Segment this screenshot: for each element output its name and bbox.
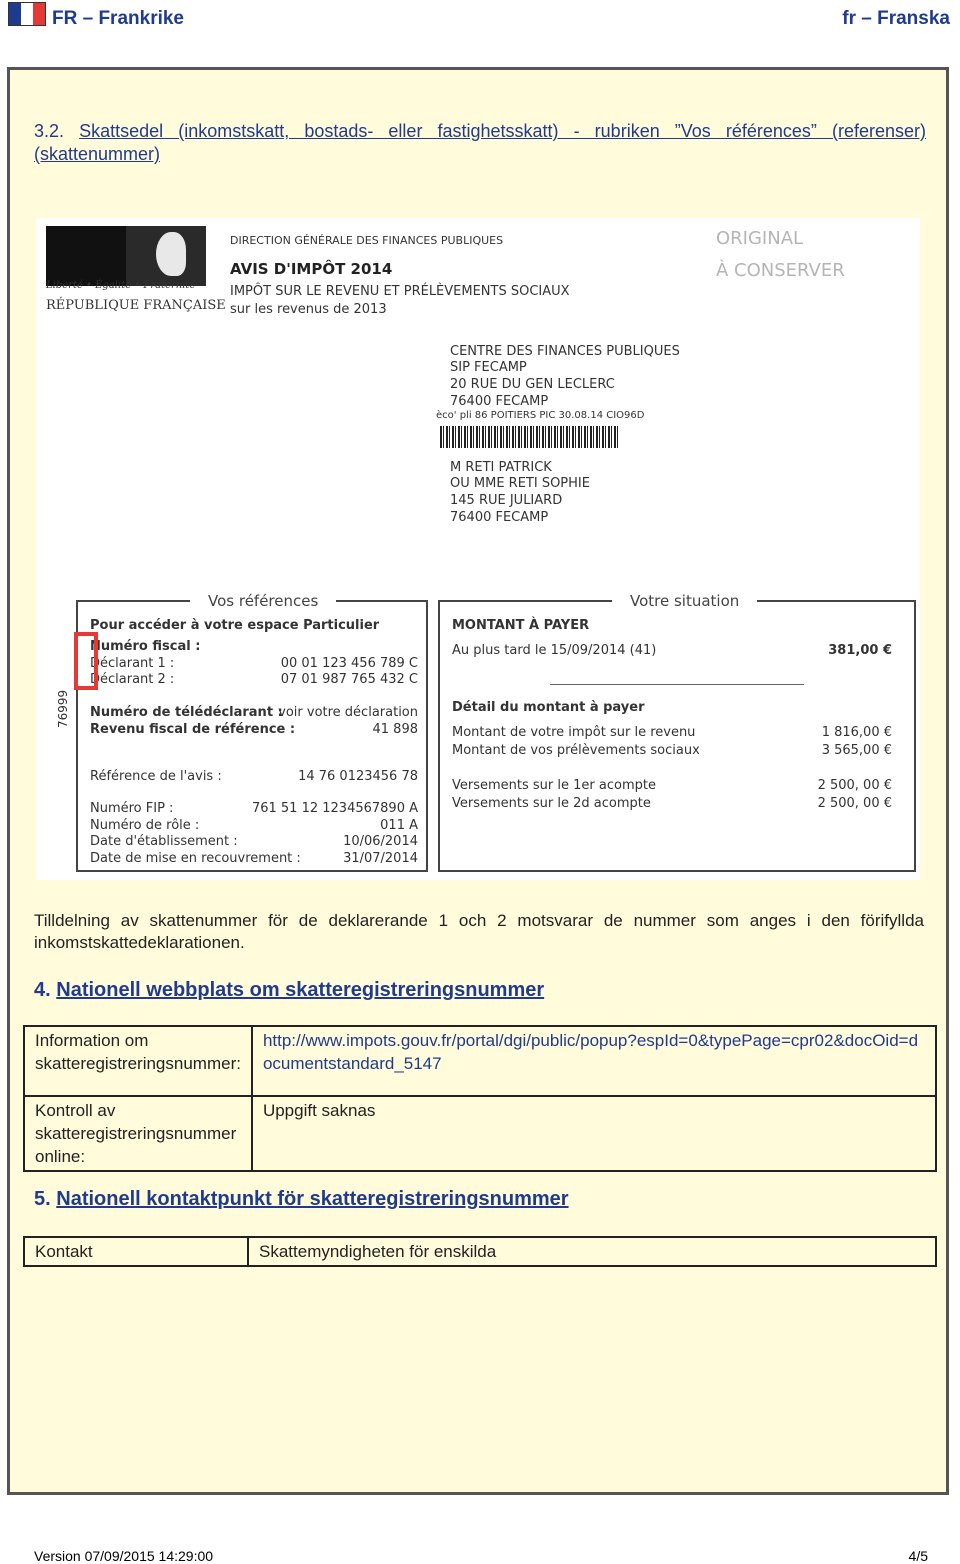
footer-page: 4/5 [908, 1548, 928, 1564]
situation-acompte2-value: 2 500, 00 € [817, 796, 892, 811]
website-value-cell [252, 1026, 936, 1096]
marianne-logo [46, 226, 206, 286]
side-code: 76999 [56, 689, 70, 728]
online-check-label: Kontroll av skatteregistreringsnummer online: [24, 1096, 252, 1171]
assignment-paragraph: Tilldelning av skattenummer för de deklarerande 1 och 2 motsvarar de nummer som anges i den förifyllda inkomstskattedeklarationen. [34, 911, 924, 952]
recipient-line-4: 76400 FECAMP [450, 510, 549, 525]
page-header [0, 0, 960, 40]
section-number: 4. [34, 979, 51, 1001]
situation-acompte1-value: 2 500, 00 € [817, 778, 892, 793]
refs-etab-label: Date d'établissement : [90, 834, 238, 849]
logo-motto: Liberté • Égalité • Fraternité [46, 280, 196, 291]
situation-prelev-label: Montant de vos prélèvements sociaux [452, 743, 700, 758]
website-label: Information om skatteregistreringsnummer: [24, 1026, 252, 1096]
online-check-value: Uppgift saknas [252, 1096, 936, 1171]
refs-recouv-label: Date de mise en recouvrement : [90, 851, 301, 866]
refs-fip-label: Numéro FIP : [90, 801, 174, 816]
stamp-conserver: À CONSERVER [716, 260, 845, 281]
recipient-line-1: M RETI PATRICK [450, 460, 552, 475]
references-title: Vos références [190, 592, 336, 610]
situation-detail: Détail du montant à payer [452, 700, 645, 715]
section-number: 5. [34, 1188, 51, 1210]
center-line-4: 76400 FECAMP [450, 394, 549, 409]
refs-rfr-label: Revenu fiscal de référence : [90, 722, 296, 737]
table-row [24, 1237, 936, 1266]
refs-avis-value: 14 76 0123456 78 [298, 769, 418, 784]
situation-prelev-value: 3 565,00 € [821, 743, 892, 758]
barcode [440, 426, 620, 448]
refs-avis-label: Référence de l'avis : [90, 769, 222, 784]
section-4-title [34, 979, 544, 1002]
situation-plus-tard: Au plus tard le 15/09/2014 (41) [452, 643, 657, 658]
refs-etab-value: 10/06/2014 [343, 834, 418, 849]
contact-table [23, 1236, 937, 1267]
refs-decl2-label: Déclarant 2 : [90, 672, 175, 687]
recipient-line-2: OU MME RETI SOPHIE [450, 476, 590, 491]
section-3-2-link[interactable]: Skattsedel (inkomstskatt, bostads- eller fastighetsskatt) - rubriken ”Vos références” (referenser) (skattenummer) [34, 121, 926, 164]
refs-decl1-label: Déclarant 1 : [90, 656, 175, 671]
situation-impot-value: 1 816,00 € [821, 725, 892, 740]
section-3-2-title [34, 120, 926, 166]
situation-impot-label: Montant de votre impôt sur le revenu [452, 725, 696, 740]
refs-fip-value: 761 51 12 1234567890 A [251, 801, 418, 816]
refs-teledecl-label: Numéro de télédéclarant : [90, 705, 283, 720]
refs-fiscal-label: Numéro fiscal : [90, 639, 201, 654]
website-table [23, 1025, 937, 1172]
notice-year: sur les revenus de 2013 [230, 302, 387, 317]
refs-recouv-value: 31/07/2014 [343, 851, 418, 866]
notice-subtitle: IMPÔT SUR LE REVENU ET PRÉLÈVEMENTS SOCIAUX [230, 284, 570, 299]
tax-notice-image [36, 218, 920, 880]
table-row [24, 1026, 936, 1096]
french-flag-icon [8, 2, 46, 26]
situation-divider [550, 684, 804, 685]
refs-decl1-value: 00 01 123 456 789 C [280, 656, 418, 671]
center-line-2: SIP FECAMP [450, 360, 527, 375]
contact-value: Skattemyndigheten för enskilda [248, 1237, 936, 1266]
refs-role-value: 011 A [380, 818, 418, 833]
header-country: FR – Frankrike [52, 8, 184, 29]
situation-title: Votre situation [612, 592, 757, 610]
notice-direction: DIRECTION GÉNÉRALE DES FINANCES PUBLIQUES [230, 234, 504, 247]
table-row [24, 1096, 936, 1171]
logo-republic: RÉPUBLIQUE FRANÇAISE [46, 298, 226, 313]
section-4-link[interactable]: Nationell webbplats om skatteregistreringsnummer [56, 979, 545, 1001]
situation-total: 381,00 € [828, 643, 892, 658]
refs-decl2-value: 07 01 987 765 432 C [280, 672, 418, 687]
section-5-title [34, 1188, 569, 1211]
stamp-original: ORIGINAL [716, 228, 804, 249]
refs-role-label: Numéro de rôle : [90, 818, 200, 833]
footer-version: Version 07/09/2015 14:29:00 [34, 1548, 214, 1564]
situation-acompte1-label: Versements sur le 1er acompte [452, 778, 656, 793]
situation-acompte2-label: Versements sur le 2d acompte [452, 796, 651, 811]
notice-title: AVIS D'IMPÔT 2014 [230, 260, 393, 278]
section-number: 3.2. [34, 121, 65, 141]
center-line-5: èco' pli 86 POITIERS PIC 30.08.14 CIO96D [436, 410, 645, 421]
refs-teledecl-value: voir votre déclaration [278, 705, 418, 720]
refs-access: Pour accéder à votre espace Particulier [90, 618, 380, 633]
header-language: fr – Franska [842, 8, 950, 29]
highlight-box [74, 632, 98, 690]
center-line-1: CENTRE DES FINANCES PUBLIQUES [450, 344, 680, 359]
center-line-3: 20 RUE DU GEN LECLERC [450, 377, 615, 392]
section-5-link[interactable]: Nationell kontaktpunkt för skatteregistreringsnummer [56, 1188, 569, 1210]
website-link[interactable]: http://www.impots.gouv.fr/portal/dgi/public/popup?espId=0&typePage=cpr02&docOid=documentstandard_5147 [262, 1031, 919, 1073]
situation-montant: MONTANT À PAYER [452, 618, 590, 633]
contact-label: Kontakt [24, 1237, 248, 1266]
recipient-line-3: 145 RUE JULIARD [450, 493, 563, 508]
refs-rfr-value: 41 898 [372, 722, 418, 737]
